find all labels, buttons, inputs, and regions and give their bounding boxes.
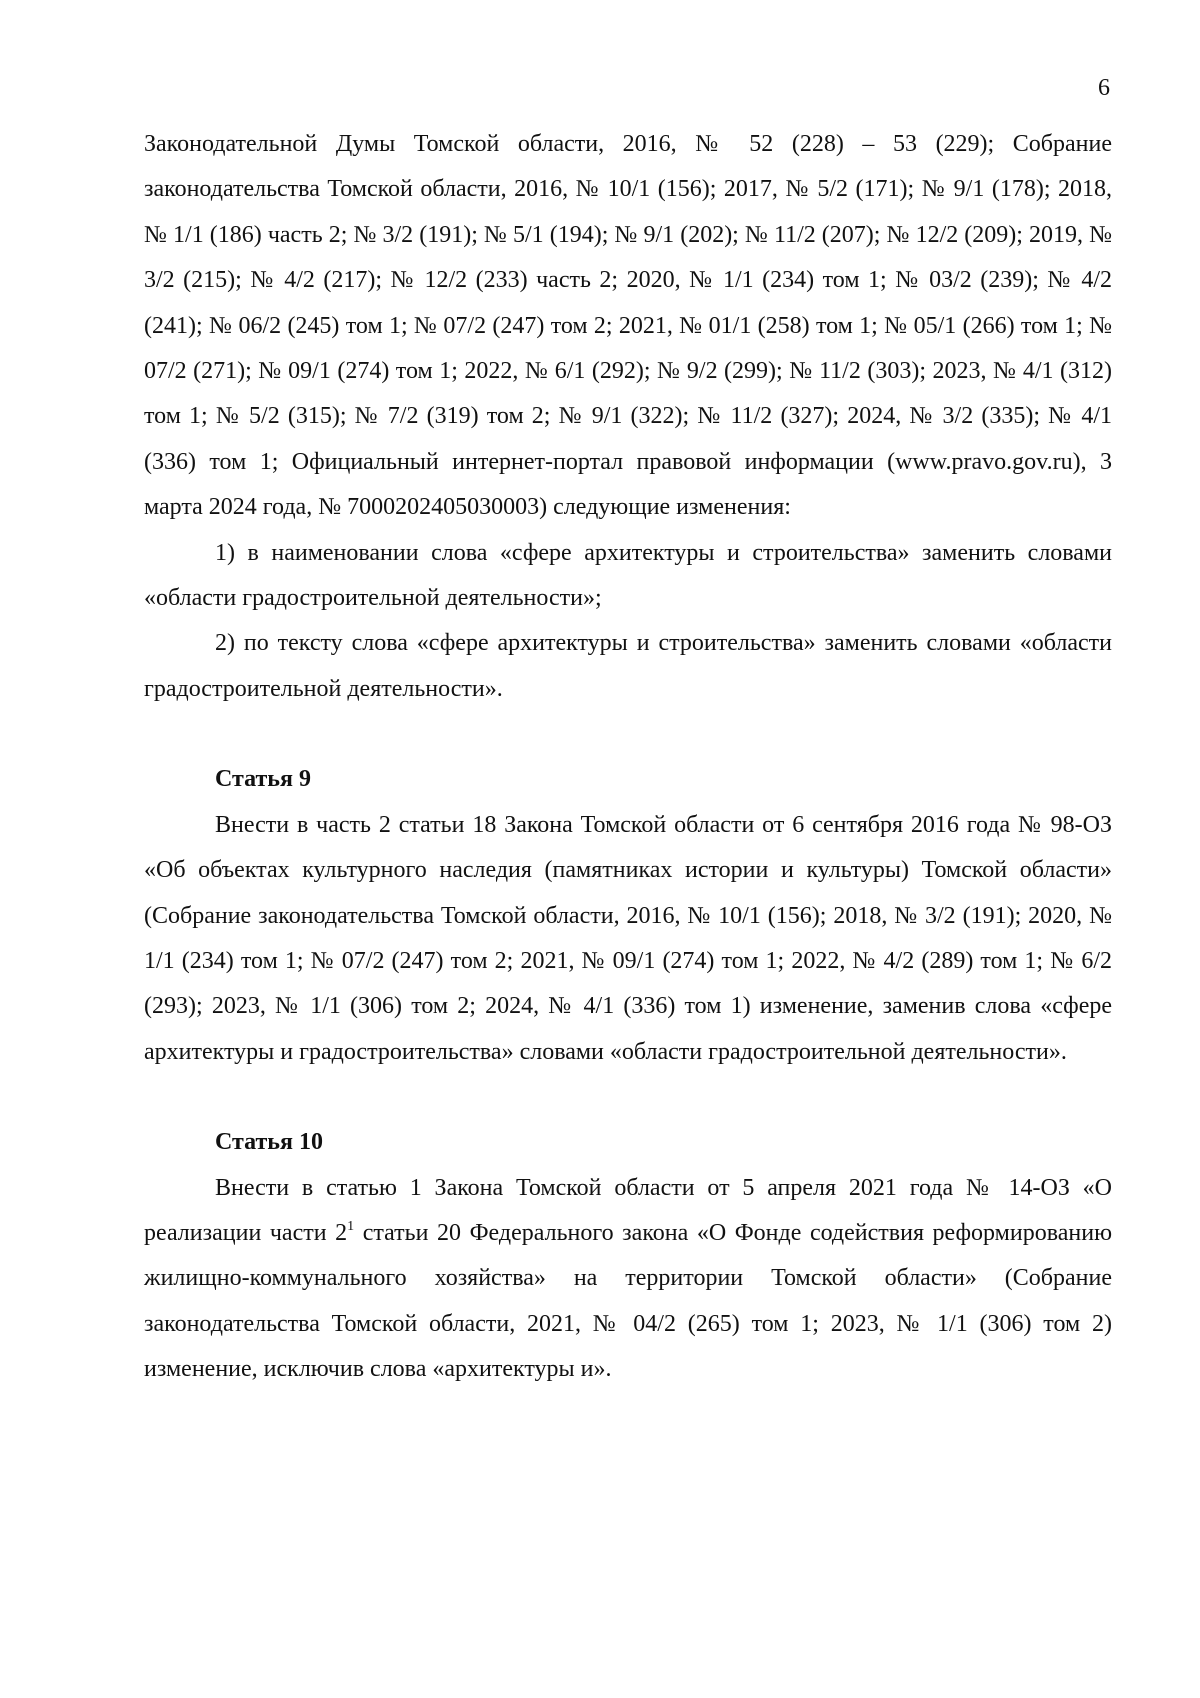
intro-paragraph: Законодательной Думы Томской области, 2016, № 52 (228) – 53 (229); Собрание законодательства Томской области, 2016, № 10/1 (156); 2017, № 5/2 (171); № 9/1 (178); 2018, № 1/1 (186) часть 2; № 3/2 (191); № 5/1 (194); № 9/1 (202); № 11/2 (207); № 12/2 (209); 2019, № 3/2 (215); № 4/2 (217); № 12/2 (233) часть 2; 2020, № 1/1 (234) том 1; № 03/2 (239); № 4/2 (241); № 06/2 (245) том 1; № 07/2 (247) том 2; 2021, № 01/1 (258) том 1; № 05/1 (266) том 1; № 07/2 (271); № 09/1 (274) том 1; 2022, № 6/1 (292); № 9/2 (299); № 11/2 (303); 2023, № 4/1 (312) том 1; № 5/2 (315); № 7/2 (319) том 2; № 9/1 (322); № 11/2 (327); 2024, № 3/2 (335); № 4/1 (336) том 1; Официальный интернет-портал правовой информации (www.pravo.gov.ru), 3 марта 2024 года, № 7000202405030003) следующие изменения:	[144, 131, 1112, 521]
article-10-text	[144, 1166, 1112, 1393]
article-9-text: Внести в часть 2 статьи 18 Закона Томской области от 6 сентября 2016 года № 98-ОЗ «Об объектах культурного наследия (памятниках истории и культуры) Томской области» (Собрание законодательства Томской области, 2016, № 10/1 (156); 2018, № 3/2 (191); 2020, № 1/1 (234) том 1; № 07/2 (247) том 2; 2021, № 09/1 (274) том 1; 2022, № 4/2 (289) том 1; № 6/2 (293); 2023, № 1/1 (306) том 2; 2024, № 4/1 (336) том 1) изменение, заменив слова «сфере архитектуры и градостроительства» словами «области градостроительной деятельности».	[144, 811, 1112, 1065]
section-gap	[144, 1075, 1112, 1120]
article-10-text-part-2: статьи 20 Федерального закона «О Фонде содействия реформированию жилищно-коммунального хозяйства» на территории Томской области» (Собрание законодательства Томской области, 2021, № 04/2 (265) том 1; 2023, № 1/1 (306) том 2) изменение, исключив слова «архитектуры и».	[144, 1219, 1112, 1383]
page-number: 6	[1098, 75, 1110, 101]
article-9-heading: Статья 9	[215, 766, 311, 793]
article-10-heading: Статья 10	[215, 1129, 323, 1156]
section-gap	[144, 712, 1112, 757]
amendment-item-2: 2) по тексту слова «сфере архитектуры и строительства» заменить словами «области градостроительной деятельности».	[144, 630, 1112, 702]
amendment-item-1: 1) в наименовании слова «сфере архитектуры и строительства» заменить словами «области градостроительной деятельности»;	[144, 539, 1112, 612]
article-10-text-part-1: Внести в статью 1 Закона Томской области от 5 апреля 2021 года № 14-ОЗ «О реализации части 2	[144, 1174, 1112, 1246]
document-body	[144, 122, 1112, 1393]
article-10-superscript: 1	[347, 1218, 355, 1234]
